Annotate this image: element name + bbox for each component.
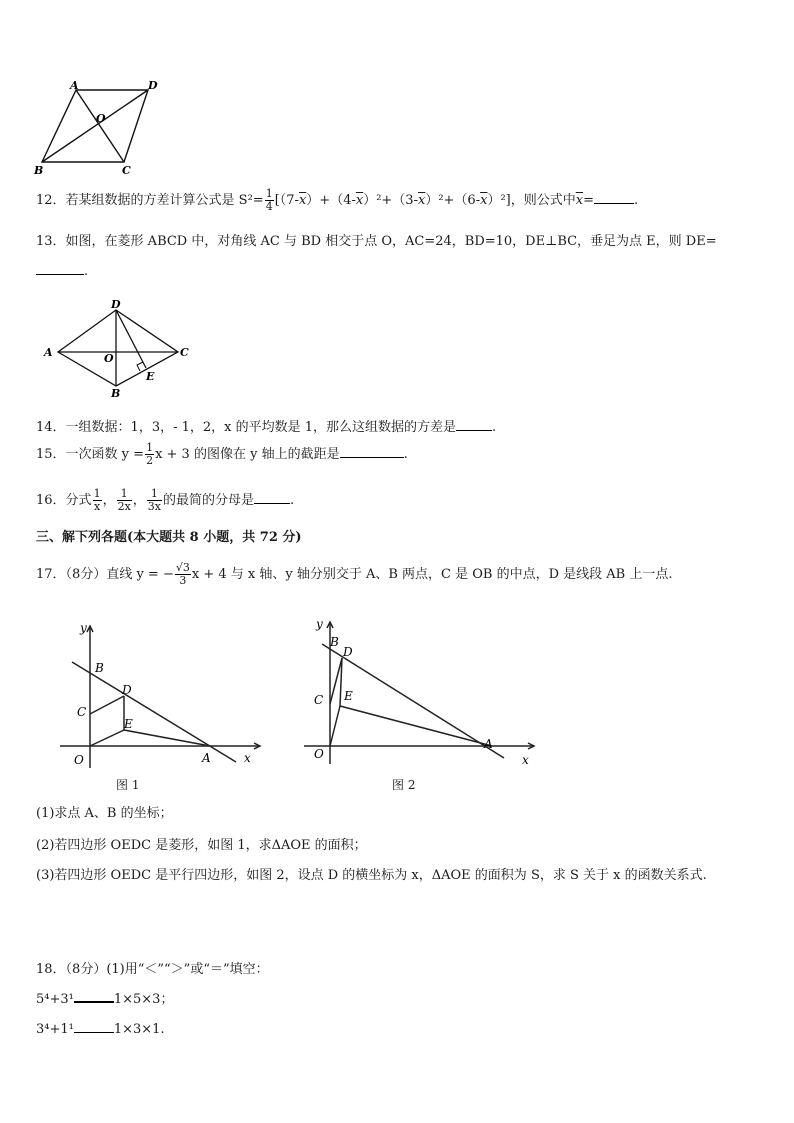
q18-line1-blank[interactable] [74, 989, 114, 1003]
label-e: E [344, 689, 353, 703]
parallelogram-figure [30, 78, 170, 178]
label-b: B [330, 635, 339, 649]
section-3-heading: 三、解下列各题(本大题共 8 小题，共 72 分) [36, 530, 302, 545]
q17-sub2: (2)若四边形 OEDC 是菱形，如图 1，求ΔAOE 的面积； [36, 838, 367, 853]
q18-line1-left: 5⁴+3¹ [36, 992, 74, 1007]
right-angle-mark [137, 362, 143, 371]
q15-number: 15． [36, 447, 66, 462]
q16-f3-den: 3x [147, 500, 161, 513]
q17-fraction [175, 562, 191, 587]
q16-text1: 分式 [65, 493, 92, 508]
question-14 [36, 416, 496, 435]
q12-part4: ）²+（6- [425, 193, 481, 208]
q17-frac-num: √3 [175, 561, 190, 574]
q15-end: . [403, 447, 408, 462]
q13-number: 13． [36, 234, 66, 249]
q13-answer-blank[interactable] [36, 262, 84, 275]
label-d: D [148, 79, 158, 92]
figure-2 [296, 614, 540, 778]
label-o: O [314, 747, 324, 761]
q12-xbar-5: $\overline{x}$ [575, 193, 584, 208]
q16-f1-den: x [93, 500, 101, 513]
label-d: D [343, 645, 353, 659]
q12-xbar-4: $\overline{x}$ [480, 193, 488, 208]
q14-end: . [492, 420, 497, 435]
q16-fraction-3 [147, 488, 162, 513]
axis-label-x: x [244, 751, 251, 765]
q16-f2-den: 2x [117, 500, 131, 513]
q15-answer-blank[interactable] [340, 445, 404, 458]
q14-text: 一组数据：1，3，- 1，2，x 的平均数是 1，那么这组数据的方差是 [65, 420, 457, 435]
segment-oe [330, 706, 340, 746]
q18-line2-right: 1×3×1. [113, 1022, 165, 1037]
q15-frac-den: 2 [146, 454, 154, 467]
label-b: B [34, 164, 44, 177]
q18-score: （8分） [65, 962, 107, 977]
q17-sub3: (3)若四边形 OEDC 是平行四边形，如图 2，设点 D 的横坐标为 x，ΔAOE 的面积为 S，求 S 关于 x 的函数关系式. [36, 868, 707, 883]
label-c: C [122, 164, 131, 177]
segment-ea [340, 706, 492, 746]
q16-sep1: ， [102, 493, 116, 508]
q18-number: 18． [36, 962, 66, 977]
q16-sep2: ， [132, 493, 146, 508]
q16-f2-num: 1 [117, 488, 132, 501]
diagonal-bd [42, 90, 148, 162]
label-o: O [74, 753, 84, 767]
label-o: O [104, 352, 114, 365]
question-13-cont [36, 262, 88, 279]
q12-fraction [265, 188, 274, 213]
q18-line1-right: 1×5×3； [113, 992, 174, 1007]
label-a: A [484, 737, 493, 751]
label-b: B [111, 387, 121, 400]
q16-fraction-2 [117, 488, 132, 513]
label-o: O [96, 112, 106, 125]
figure-1-caption: 图 1 [116, 778, 140, 792]
q12-number: 12． [36, 193, 66, 208]
q14-answer-blank[interactable] [456, 418, 492, 431]
q18-line-1 [36, 988, 173, 1007]
q12-frac-den: 4 [265, 200, 273, 213]
figure-2-caption: 图 2 [392, 778, 416, 792]
q12-eq: = [583, 193, 594, 208]
q12-xbar-2: $\overline{x}$ [355, 193, 364, 208]
question-15 [36, 440, 408, 470]
q16-f3-num: 1 [147, 488, 162, 501]
q17-number: 17． [36, 567, 66, 582]
q15-text1: 一次函数 y = [65, 447, 145, 462]
label-e: E [146, 370, 155, 383]
q17-sub1: (1)求点 A、B 的坐标； [36, 806, 173, 821]
segment-oe [90, 730, 124, 746]
label-e: E [124, 717, 133, 731]
label-d: D [122, 683, 132, 697]
q18-line-2 [36, 1020, 165, 1037]
question-12 [36, 186, 638, 216]
q13-end: . [84, 264, 89, 279]
q18-line2-blank[interactable] [74, 1020, 114, 1033]
q15-text2: x + 3 的图像在 y 轴上的截距是 [155, 447, 340, 462]
q18-text: (1)用“＜”“＞”或“＝”填空： [106, 962, 269, 977]
q12-part3: ）²+（3- [363, 193, 418, 208]
label-a: A [70, 79, 79, 92]
q12-xbar-3: $\overline{x}$ [417, 193, 426, 208]
q16-f1-num: 1 [93, 487, 101, 500]
q17-frac-den: 3 [179, 574, 187, 587]
label-c: C [180, 346, 189, 359]
q16-end: . [290, 493, 295, 508]
label-a: A [202, 751, 211, 765]
q13-text: 如图，在菱形 ABCD 中，对角线 AC 与 BD 相交于点 O，AC=24，BD=10，DE⊥BC，垂足为点 E，则 DE= [65, 234, 717, 249]
question-16 [36, 486, 294, 516]
q15-frac-num: 1 [146, 441, 154, 454]
figure-1 [60, 618, 270, 778]
label-d: D [111, 298, 121, 311]
q17-text2: x + 4 与 x 轴、y 轴分别交于 A、B 两点，C 是 OB 的中点，D 是线段 AB 上一点. [191, 567, 673, 582]
segment-de [116, 310, 146, 368]
question-18 [36, 958, 269, 977]
axis-label-y: y [80, 621, 87, 635]
label-c: C [77, 705, 87, 719]
question-17 [36, 560, 673, 590]
q12-end: . [634, 193, 639, 208]
q12-bracket: [（7- [274, 193, 299, 208]
q17-score: （8分） [65, 567, 107, 582]
q17-text1: 直线 y = − [106, 567, 174, 582]
diagonal-ac [76, 90, 124, 162]
q16-number: 16． [36, 493, 66, 508]
q12-part2: ）+（4- [306, 193, 356, 208]
label-c: C [314, 693, 324, 707]
line-ab [72, 662, 236, 762]
q18-line2-left: 3⁴+1¹ [36, 1022, 74, 1037]
segment-cd [90, 696, 124, 714]
label-b: B [95, 661, 104, 675]
q14-number: 14． [36, 420, 66, 435]
q12-frac-num: 1 [265, 187, 273, 200]
q16-answer-blank[interactable] [254, 491, 290, 504]
q12-text: 若某组数据的方差计算公式是 S²= [65, 193, 264, 208]
q15-fraction [145, 442, 154, 467]
axis-label-y: y [316, 617, 323, 631]
rhombus-figure [40, 296, 200, 400]
label-a: A [44, 346, 53, 359]
q16-text2: 的最简的分母是 [163, 493, 255, 508]
q12-answer-blank[interactable] [594, 191, 634, 204]
axis-label-x: x [522, 753, 529, 767]
q16-fraction-1 [93, 488, 102, 513]
q12-part5: ）²]，则公式中 [487, 193, 576, 208]
question-13 [36, 230, 717, 249]
q12-xbar-1: $\overline{x}$ [298, 193, 307, 208]
rhombus-outline [58, 310, 178, 386]
